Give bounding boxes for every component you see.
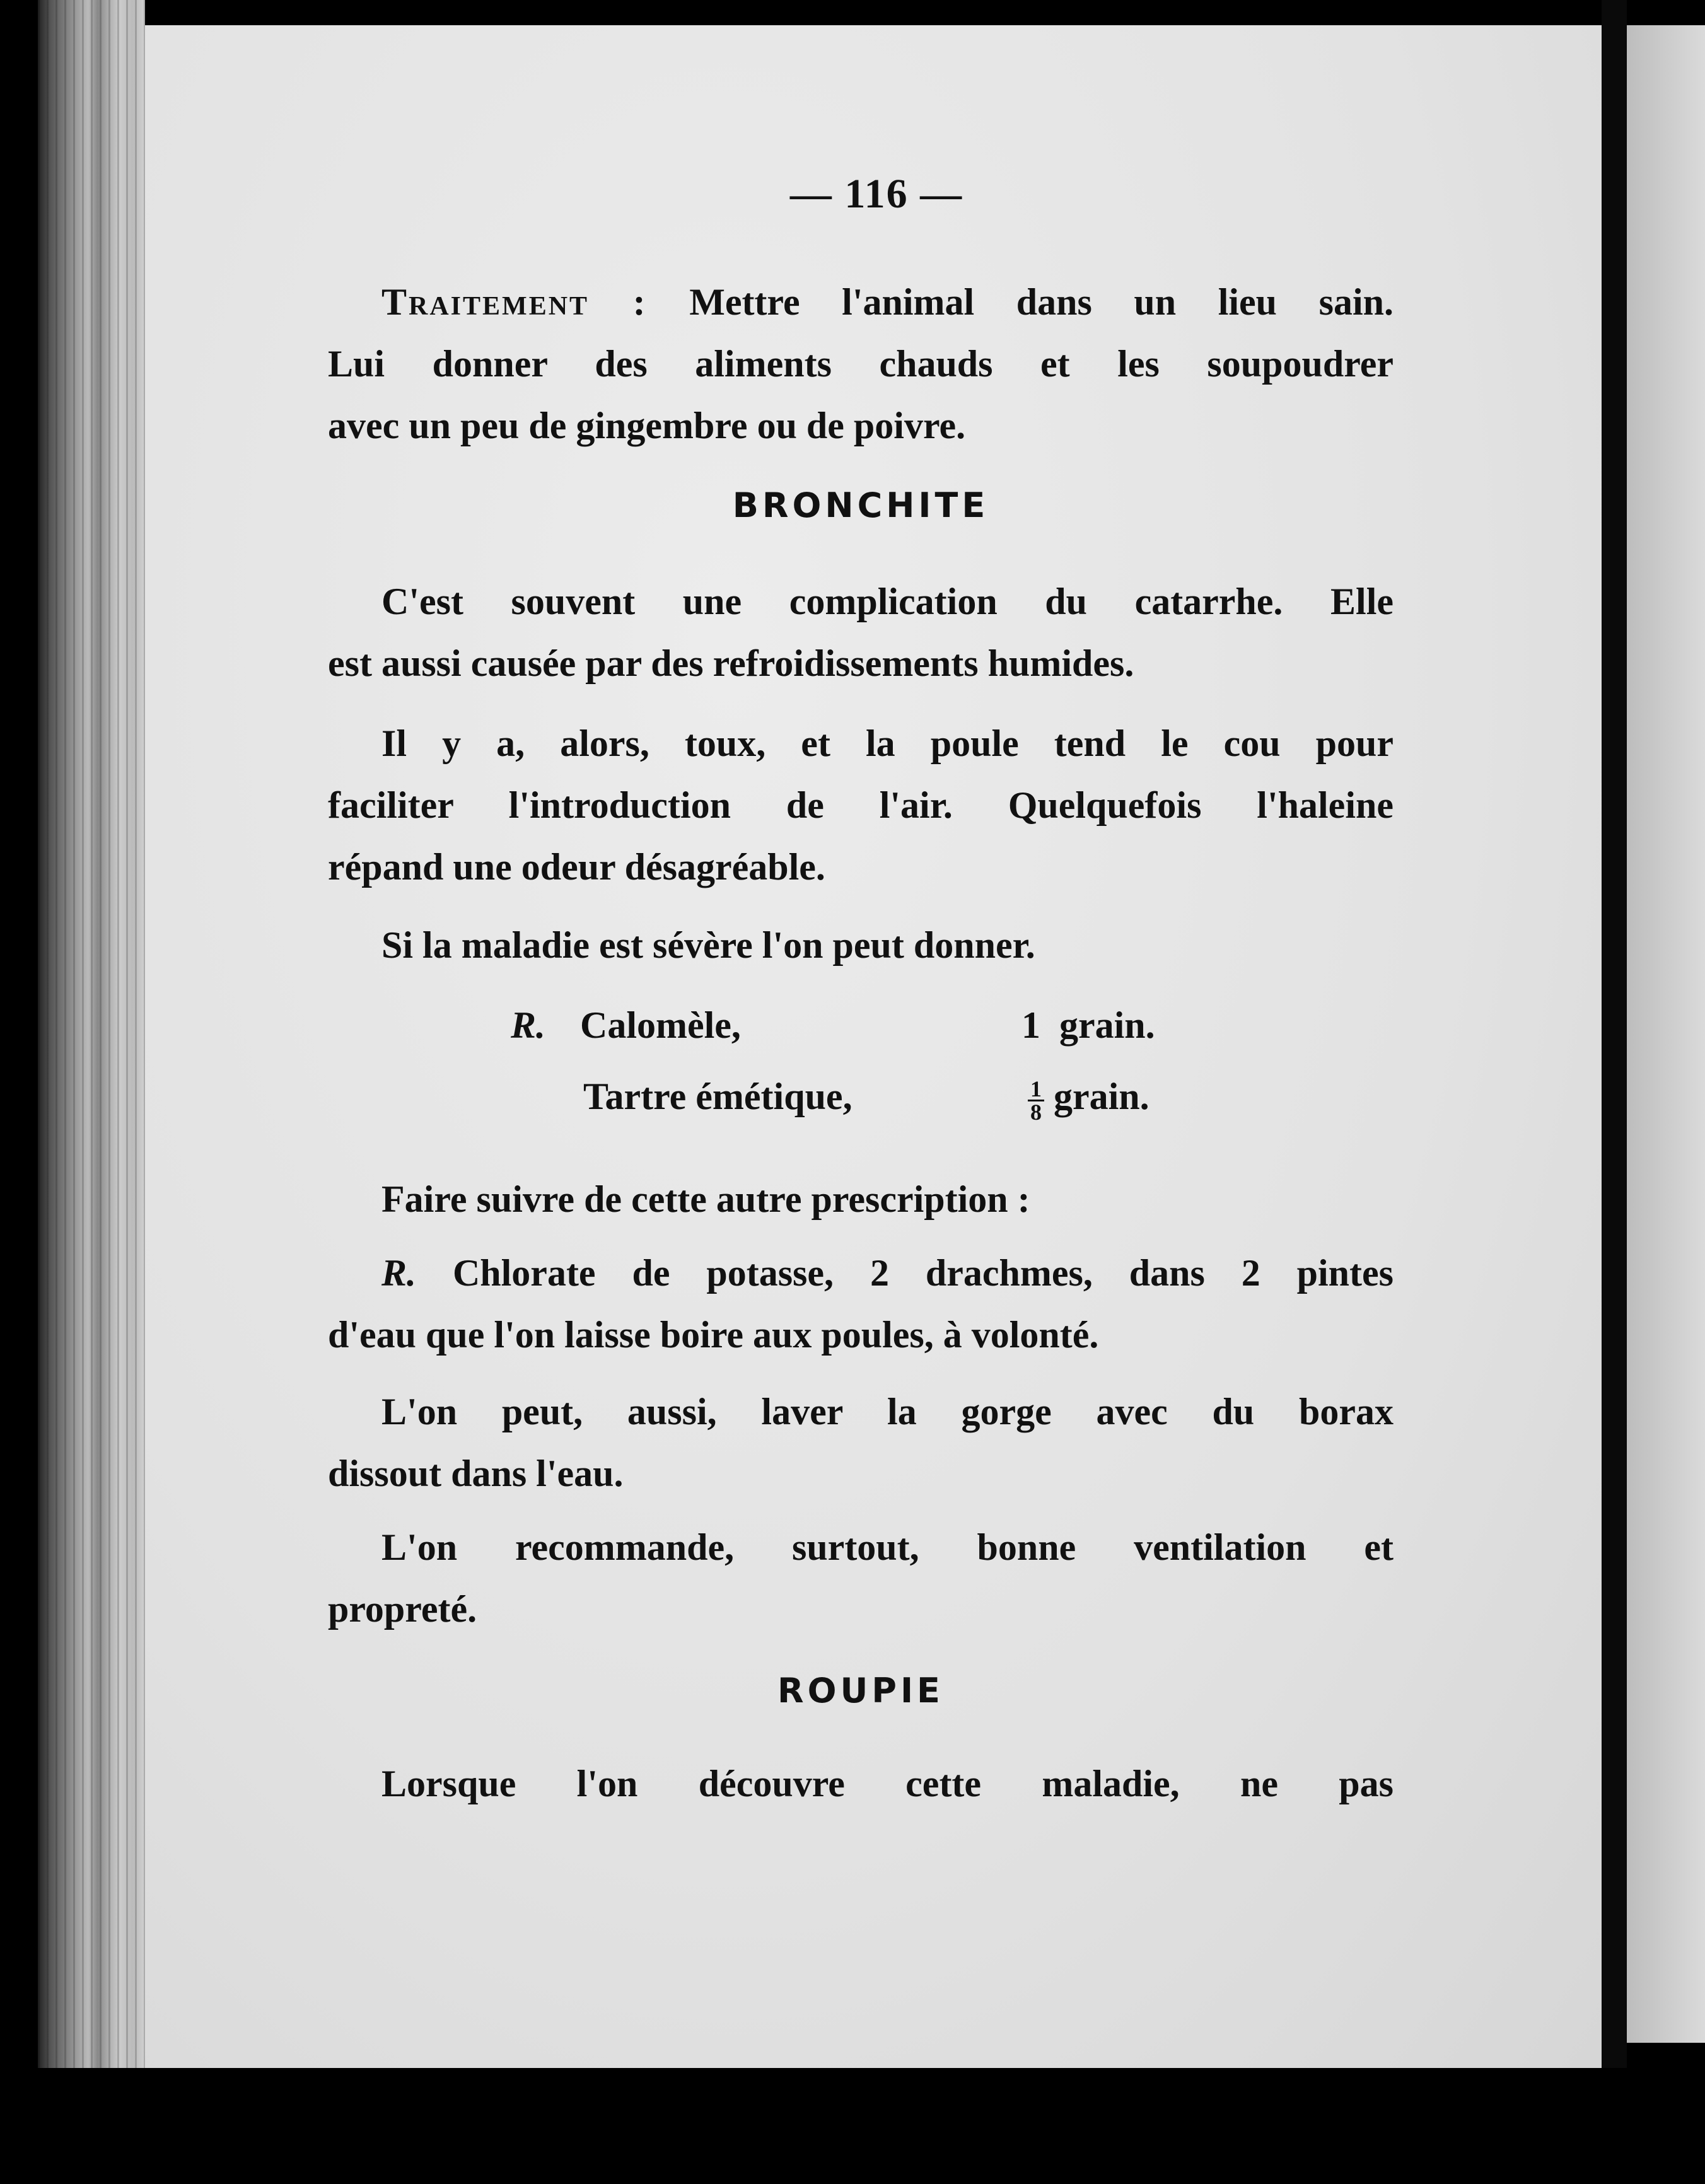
prescription-2: R. Chlorate de potasse, 2 drachmes, dans 2 pintes d'eau que l'on laisse boire aux poules, à volonté.	[328, 1252, 1394, 1356]
prescription-drug-1: Calomèle,	[580, 1004, 741, 1046]
traitement-line-2: Lui donner des aliments chauds et les soupoudrer	[328, 343, 1394, 385]
bronchite-paragraph-2: Il y a, alors, toux, et la poule tend le cou pour faciliter l'introduction de l'air. Quelquefois l'haleine répand une odeur désagréable.	[328, 723, 1394, 888]
prescription-dose-1: 1 grain.	[1021, 1004, 1155, 1046]
page-number: — 116 —	[789, 171, 963, 217]
fraction-one-eighth: $\frac{1}{8}$	[1028, 1078, 1044, 1123]
scan-bottom-border	[0, 2068, 1705, 2184]
bronchite-paragraph-1: C'est souvent une complication du catarrhe. Elle est aussi causée par des refroidissements humides.	[328, 581, 1394, 684]
section-heading-bronchite: BRONCHITE	[732, 485, 989, 525]
prescription-drug-2: Tartre émétique,	[583, 1076, 852, 1117]
traitement-line-1: Traitement : Mettre l'animal dans un lieu sain.	[381, 281, 1394, 323]
traitement-label: Traitement :	[381, 281, 648, 323]
roupie-paragraph-1: Lorsque l'on découvre cette maladie, ne pas	[381, 1763, 1394, 1804]
bronchite-paragraph-6: L'on recommande, surtout, bonne ventilation et propreté.	[328, 1526, 1394, 1630]
page-edges-left	[38, 0, 145, 2184]
traitement-paragraph	[328, 271, 1394, 456]
facing-page-edge	[1627, 25, 1705, 2043]
bronchite-paragraph-5: L'on peut, aussi, laver la gorge avec du borax dissout dans l'eau.	[328, 1391, 1394, 1494]
traitement-line-3: avec un peu de gingembre ou de poivre.	[328, 405, 966, 446]
prescription-dose-2: $\frac{1}{8}$ grain.	[1028, 1075, 1149, 1123]
prescription-2-symbol: R.	[381, 1252, 417, 1294]
bronchite-paragraph-4: Faire suivre de cette autre prescription :	[381, 1178, 1030, 1220]
bronchite-paragraph-3: Si la maladie est sévère l'on peut donner.	[381, 924, 1035, 966]
prescription-symbol: R.	[511, 1004, 546, 1046]
section-heading-roupie: ROUPIE	[777, 1671, 944, 1711]
book-gutter	[1602, 0, 1627, 2184]
